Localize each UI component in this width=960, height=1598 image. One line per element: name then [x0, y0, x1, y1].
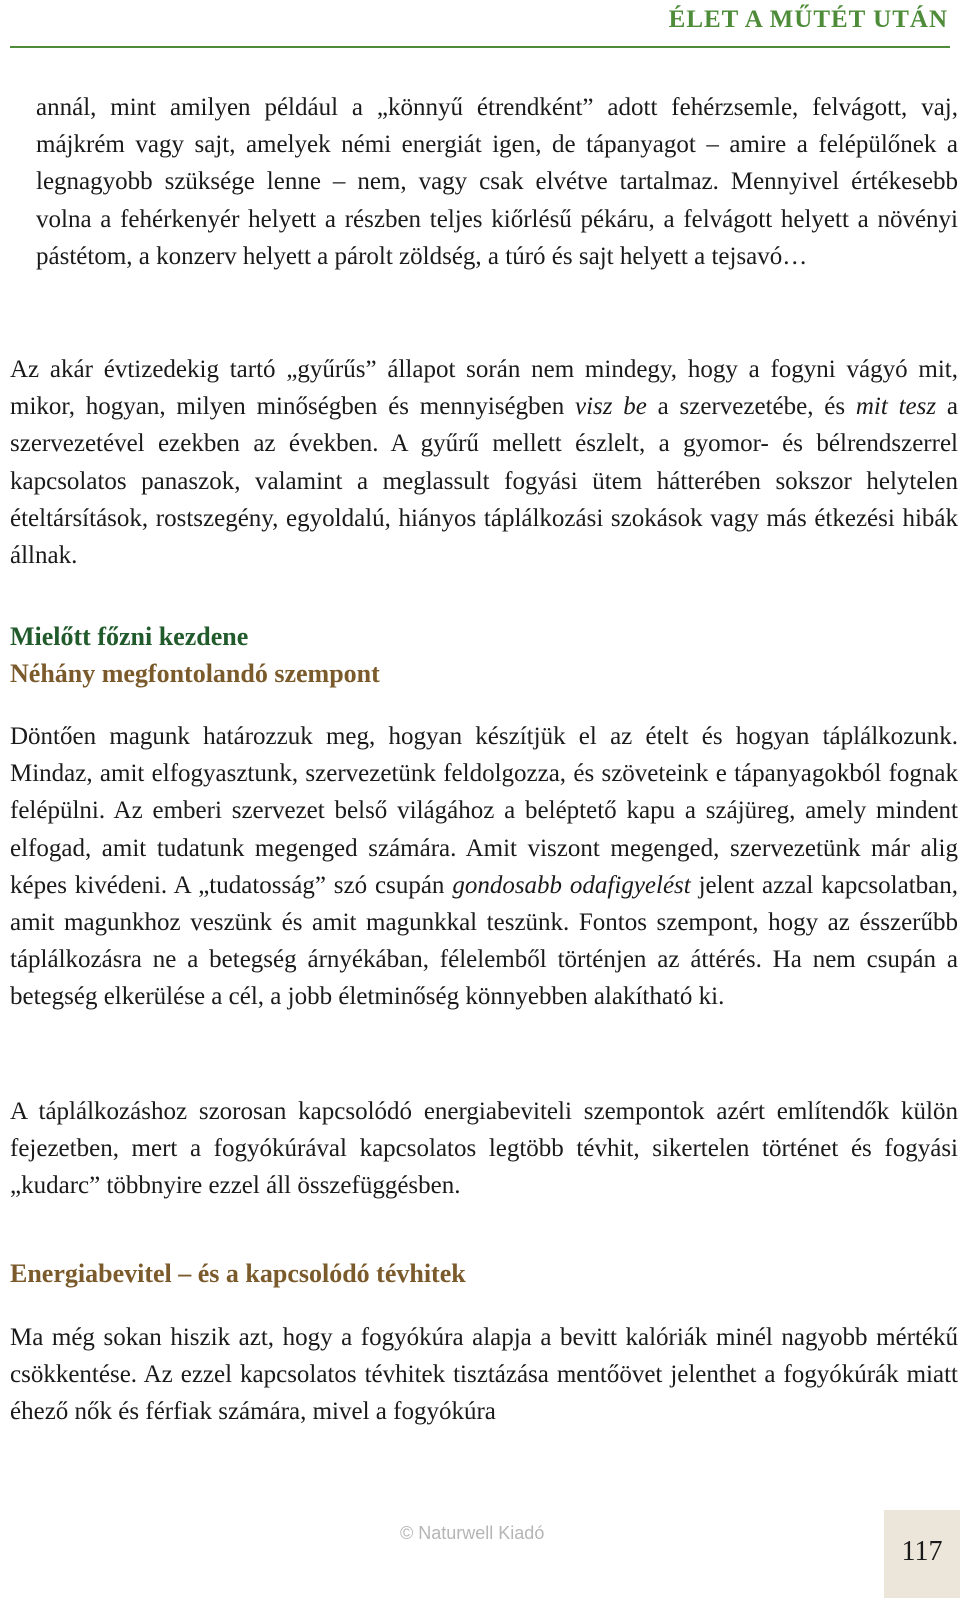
paragraph-5: Ma még sokan hiszik azt, hogy a fogyókúra alapja a bevitt kalóriák minél nagyobb mértékű csökkentése. Az ezzel kapcsolatos tévhitek tisztázása mentőövet jelenthet a fogyókúrák miatt éhező nők és férfiak számára, mivel a fogyókúra — [10, 1324, 958, 1426]
paragraph-conscious-eating — [10, 718, 958, 1016]
header-rule — [10, 46, 950, 48]
paragraph-continued — [36, 89, 958, 275]
paragraph-3 — [10, 718, 958, 1016]
paragraph-2-part-c: a szervezetével ezekben az években. A gyűrű mellett észlelt, a gyomor- és bélrendszerrel kapcsolatos panaszok, valamint a meglassult fogyási ütem hátterében sokszor helytelen ételtársítások, rostszegény, egyoldalú, hiányos táplálkozási szokások vagy más étkezési hibák állnak. — [10, 393, 958, 570]
publisher-credit: © Naturwell Kiadó — [400, 1523, 545, 1543]
paragraph-4: A táplálkozáshoz szorosan kapcsolódó energiabeviteli szempontok azért említendők külön fejezetben, mert a fogyókúrával kapcsolatos legtöbb tévhit, sikertelen történet és fogyási „kudarc” többnyire ezzel áll összefüggésben. — [10, 1098, 958, 1200]
paragraph-2-part-b: a szervezetébe, és — [646, 393, 856, 421]
paragraph-3-part-b: jelent azzal kapcsolatban, amit magunkhoz veszünk és amit magunkkal teszünk. Fontos szempont, hogy az ésszerűbb táplálkozásra ne a betegség árnyékában, félelemből történjen az áttérés. Ha nem csupán a betegség elkerülése a cél, a jobb életminőség könnyebben alakítható ki. — [10, 871, 958, 1011]
section-subheading-considerations: Néhány megfontolandó szempont — [10, 659, 380, 688]
paragraph-3-part-a: Döntően magunk határozzuk meg, hogyan készítjük el az ételt és hogyan táplálkozunk. Mindaz, amit elfogyasztunk, szervezetünk feldolgozza, és szöveteink e tápanyagokból fognak felépülni. Az emberi szervezet belső világához a beléptető kapu a szájüreg, amely mindent elfogad, amit tudatunk megenged számára. Amit viszont megenged, szervezetünk már alig képes kivédeni. A „tudatosság” szó csupán — [10, 723, 958, 899]
section-heading-energy: Energiabevitel – és a kapcsolódó tévhitek — [10, 1259, 466, 1288]
paragraph-3-emphasis: gondosabb odafigyelést — [452, 871, 691, 899]
paragraph-energy-intake — [10, 1093, 958, 1205]
paragraph-misconceptions — [10, 1319, 958, 1431]
paragraph-2-part-a: Az akár évtizedekig tartó „gyűrűs” állapot során nem mindegy, hogy a fogyni vágyó mit, mikor, hogyan, milyen minőségben és mennyiségben — [10, 356, 958, 421]
section-heading-cooking: Mielőtt főzni kezdene — [10, 622, 249, 651]
page-number: 117 — [901, 1536, 943, 1567]
paragraph-ring-state — [10, 351, 958, 574]
paragraph-2-emphasis-2: mit tesz — [855, 393, 937, 421]
paragraph-2 — [10, 351, 958, 574]
page-number-box — [884, 1510, 960, 1598]
paragraph-2-emphasis-1: visz be — [575, 393, 647, 421]
running-head: ÉLET A MŰTÉT UTÁN — [668, 6, 948, 33]
paragraph-1: annál, mint amilyen például a „könnyű étrendként” adott fehérzsemle, felvágott, vaj, májkrém vagy sajt, amelyek némi energiát igen, de tápanyagot – amire a felépülőnek a legnagyobb szüksége lenne – nem, vagy csak elvétve tartalmaz. Mennyivel értékesebb volna a fehérkenyér helyett a részben teljes kiőrlésű pékáru, a felvágott helyett a növényi pástétom, a konzerv helyett a párolt zöldség, a túró és sajt helyett a tejsavó… — [36, 94, 958, 270]
